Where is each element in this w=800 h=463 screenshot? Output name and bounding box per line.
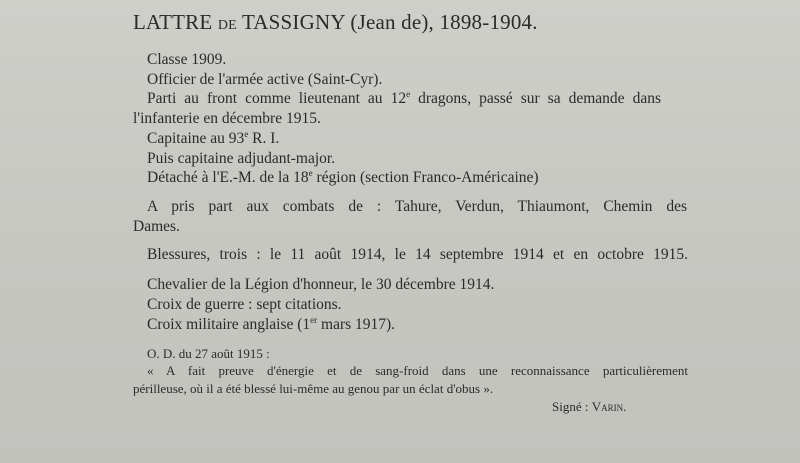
citation-header: O. D. du 27 août 1915 : xyxy=(147,346,270,361)
citation-line-2: périlleuse, où il a été blessé lui-même au genou par un éclat d'obus ». xyxy=(133,381,494,396)
captain-line: Capitaine au 93e R. I. xyxy=(147,129,280,147)
given-name-and-years: (Jean de), 1898-1904. xyxy=(350,10,538,34)
combats-line-cont: Dames. xyxy=(133,218,180,235)
legion-honneur-line: Chevalier de la Légion d'honneur, le 30 décembre 1914. xyxy=(147,276,495,293)
croix-de-guerre-line: Croix de guerre : sept citations. xyxy=(147,296,342,313)
page-title xyxy=(133,10,538,35)
officer-line: Officier de l'armée active (Saint-Cyr). xyxy=(147,71,383,88)
infantry-transfer-line: l'infanterie en décembre 1915. xyxy=(133,110,321,127)
wounds-line: Blessures, trois : le 11 août 1914, le 14 septembre 1914 et en octobre 1915. xyxy=(147,246,688,263)
citation-signature: Signé : Varin. xyxy=(552,399,627,414)
surname-part1: LATTRE xyxy=(133,10,213,34)
citation-line-1: « A fait preuve d'énergie et de sang-froid dans une reconnaissance particulièrement xyxy=(147,363,688,378)
surname-particle: DE xyxy=(217,18,237,33)
adjudant-major-line: Puis capitaine adjudant-major. xyxy=(147,150,336,167)
detached-line: Détaché à l'E.-M. de la 18e région (section Franco-Américaine) xyxy=(147,168,539,186)
front-departure-line: Parti au front comme lieutenant au 12e dragons, passé sur sa demande dans xyxy=(147,89,662,107)
surname-part2: TASSIGNY xyxy=(241,10,345,34)
class-year: Classe 1909. xyxy=(147,51,227,68)
croix-militaire-line: Croix militaire anglaise (1er mars 1917). xyxy=(147,315,396,333)
combats-line: A pris part aux combats de : Tahure, Verdun, Thiaumont, Chemin des xyxy=(147,198,687,215)
